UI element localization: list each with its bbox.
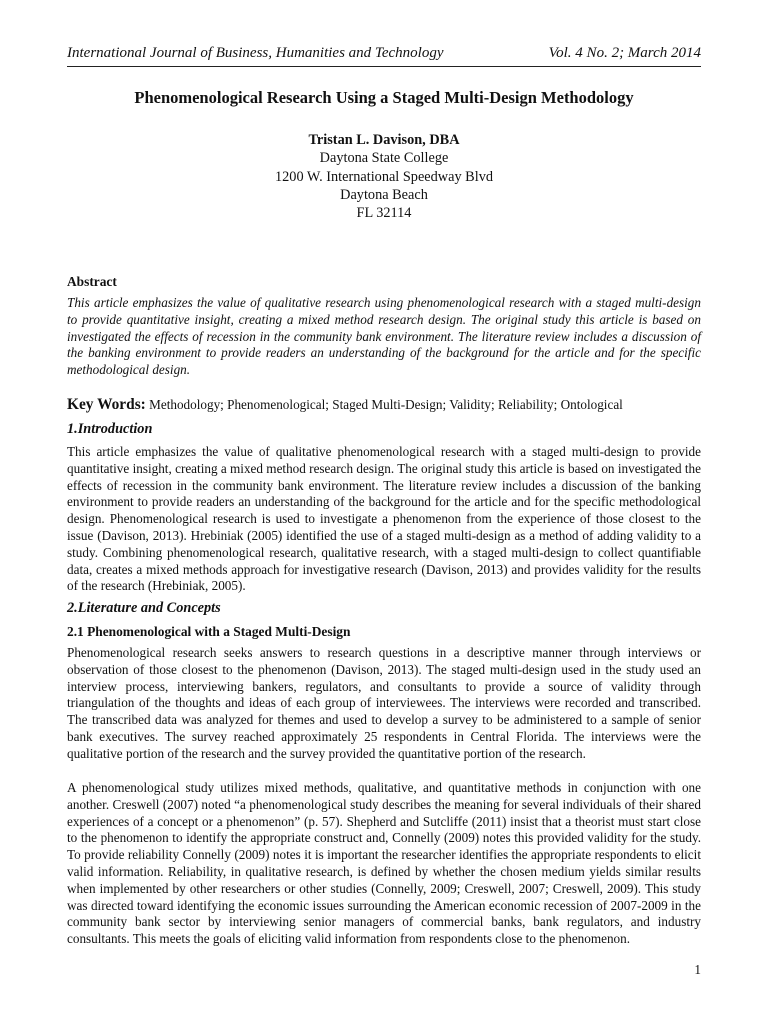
author-street: 1200 W. International Speedway Blvd xyxy=(275,168,493,185)
issue-info: Vol. 4 No. 2; March 2014 xyxy=(548,45,701,61)
literature-text-1 xyxy=(67,645,701,763)
journal-name: International Journal of Business, Humanities and Technology xyxy=(67,45,444,61)
author-institution: Daytona State College xyxy=(319,150,449,167)
abstract-paragraph: This article emphasizes the value of qualitative research using phenomenological research with a staged multi-design to provide quantitative insight, creating a mixed method research design. The original study this article is based on investigated the effects of recession in the community bank environment. The literature review includes a discussion of the banking environment to provide readers an understanding of the background for the article and for the specific methodological design. xyxy=(67,295,701,378)
literature-text-2 xyxy=(67,780,701,948)
literature-paragraph-1: Phenomenological research seeks answers to research questions in a descriptive manner through interviews or observation of those closest to the phenomenon (Davison, 2013). The staged multi-design used in the study used an interview process, interviewing bankers, regulators, and consultants to provide a source of validity through triangulation of the thoughts and ideas of each group of interviewees. The interviews were recorded and transcribed. The transcribed data was analyzed for themes and used to develop a survey to be administered to a sample of senior bank executives. The survey reached approximately 25 respondents in Central Florida. The interviews were the qualitative portion of the research and the survey provided the quantitative portion of the research. xyxy=(67,645,701,761)
header-divider xyxy=(67,66,701,67)
keywords-label: Key Words: xyxy=(67,396,146,413)
section-heading-literature: 2.Literature and Concepts xyxy=(67,600,221,616)
introduction-text xyxy=(67,444,701,595)
page-number: 1 xyxy=(694,962,701,977)
keywords xyxy=(67,396,701,414)
abstract-heading: Abstract xyxy=(67,274,117,289)
author-city: Daytona Beach xyxy=(340,186,428,203)
author-block xyxy=(67,131,701,222)
running-header xyxy=(67,44,701,62)
keywords-list: Methodology; Phenomenological; Staged Multi-Design; Validity; Reliability; Ontological xyxy=(145,397,623,412)
literature-paragraph-2: A phenomenological study utilizes mixed methods, qualitative, and quantitative methods in conjunction with one another. Creswell (2007) noted “a phenomenological study describes the meaning for several individuals of their shared experiences of a concept or a phenomenon” (p. 57). Shepherd and Sutcliffe (2011) insist that a theorist must start close to the phenomenon to identify the appropriate construct and, Connelly (2009) notes this provided validity for the study. To provide reliability Connelly (2009) notes it is important the researcher identifies the appropriate respondents to elicit valid information. Reliability, in qualitative research, is defined by whether the chosen medium yields similar results when implemented by other researchers or other studies (Connelly, 2009; Creswell, 2007; Creswell, 2009). This study was directed toward identifying the economic issues surrounding the American economic recession of 2007-2009 in the community bank sector by interviewing senior managers of commercial banks, bank regulators, and industry consultants. This meets the goals of eliciting valid information from respondents close to the phenomenon. xyxy=(67,780,701,947)
author-state-zip: FL 32114 xyxy=(356,205,412,222)
introduction-paragraph: This article emphasizes the value of qualitative phenomenological research with a staged multi-design to provide quantitative insight, creating a mixed method research design. The original study this article is based on investigated the effects of recession in the community bank environment. The literature review includes a discussion of the banking environment to provide readers an understanding of the background for the article and for the specific methodological design. Phenomenological research is used to investigate a phenomenon from the experience of those closest to the issue (Davison, 2013). Hrebiniak (2005) identified the use of a staged multi-design as a method of adding validity to a study. Combining phenomenological research, qualitative research, with a staged multi-design to collect quantifiable data, creates a mixed methods approach for investigative research (Davison, 2013) and provides validity for the results of the research (Hrebiniak, 2005). xyxy=(67,444,701,594)
abstract-text xyxy=(67,295,701,379)
subsection-heading-staged-design: 2.1 Phenomenological with a Staged Multi-Design xyxy=(67,624,351,639)
author-name: Tristan L. Davison, DBA xyxy=(308,132,460,148)
section-heading-introduction: 1.Introduction xyxy=(67,421,153,437)
paper-title: Phenomenological Research Using a Staged Multi-Design Methodology xyxy=(134,88,634,107)
